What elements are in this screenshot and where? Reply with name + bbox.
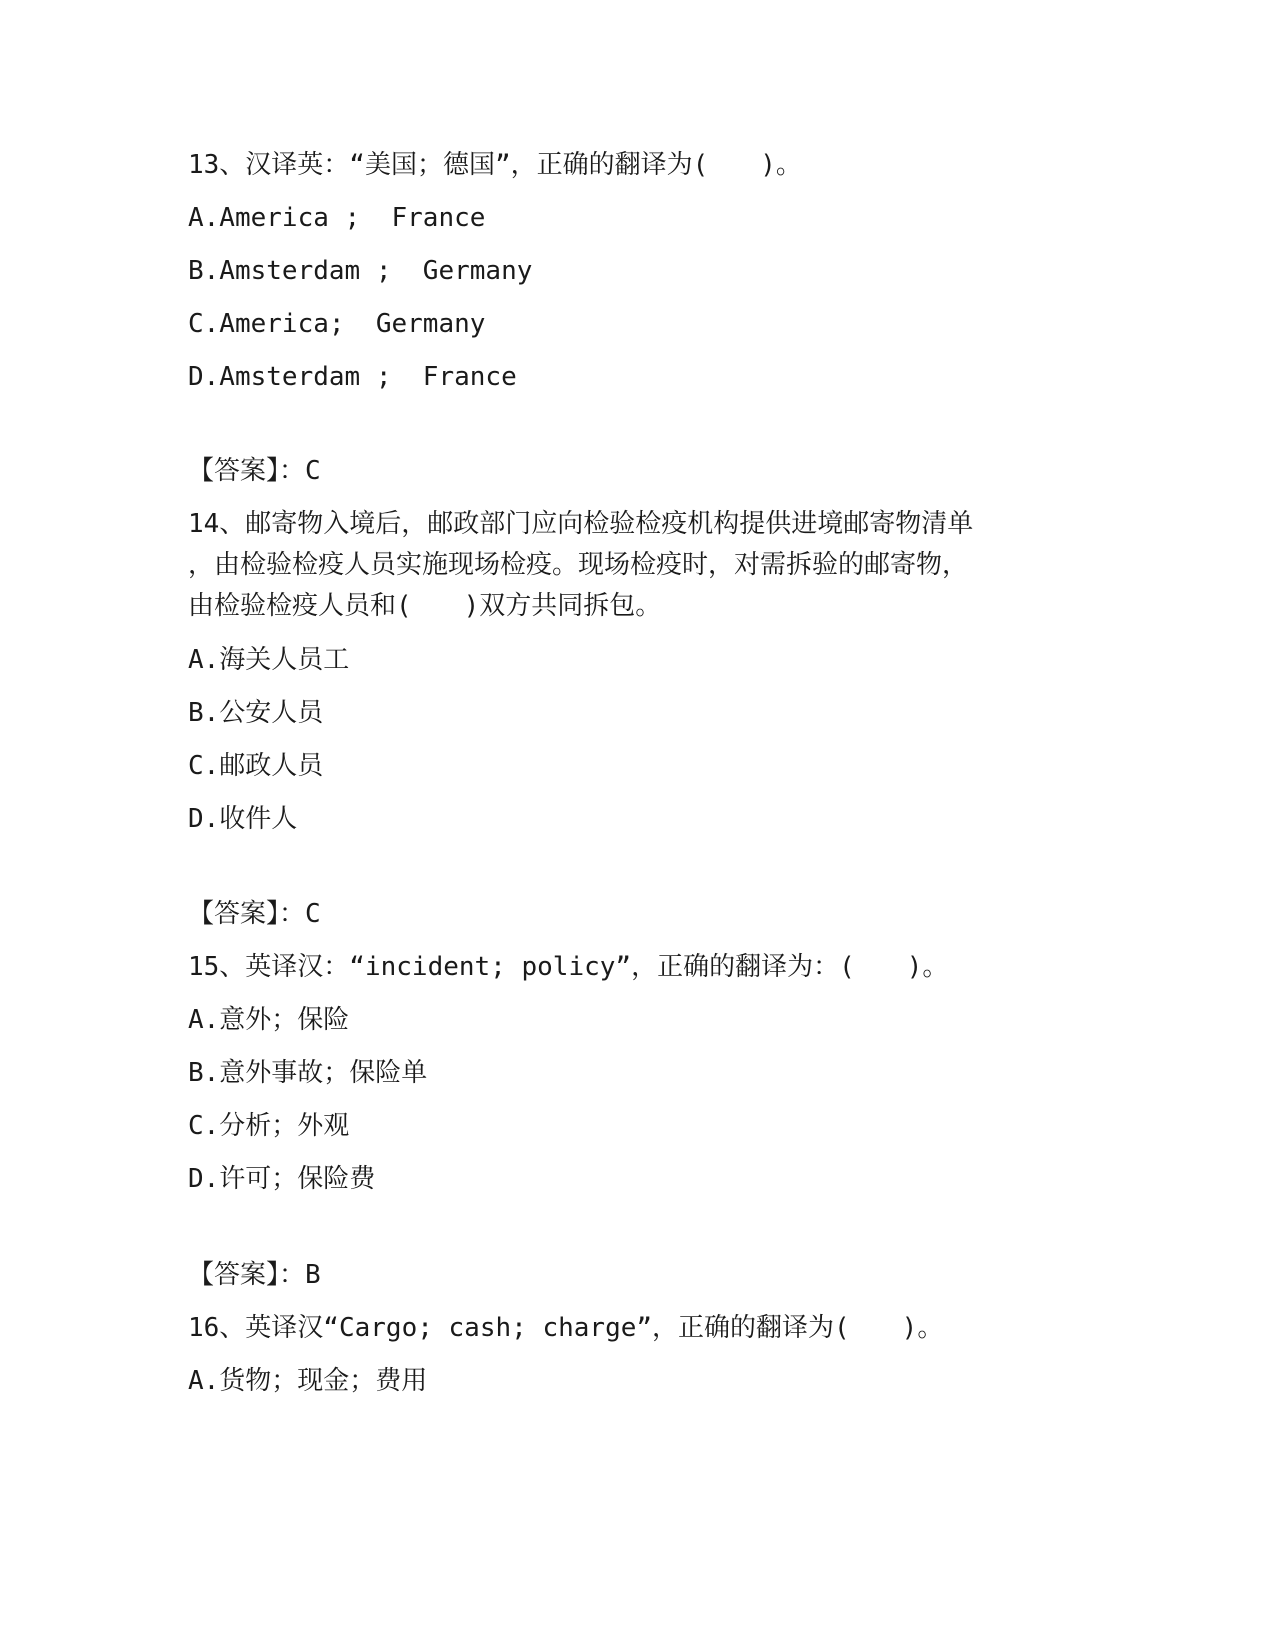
question-15-option-d: D.许可；保险费 <box>188 1164 376 1194</box>
question-16-option-a: A.货物；现金；费用 <box>188 1366 428 1396</box>
question-15-option-b: B.意外事故；保险单 <box>188 1058 428 1088</box>
question-13-option-d: D.Amsterdam ; France <box>188 362 517 392</box>
question-15-option-c: C.分析；外观 <box>188 1111 350 1141</box>
question-15-option-a: A.意外；保险 <box>188 1005 350 1035</box>
question-15-answer: 【答案】：B <box>188 1260 321 1290</box>
question-14-answer: 【答案】：C <box>188 899 321 929</box>
question-14-option-c: C.邮政人员 <box>188 751 324 781</box>
question-14-stem-line-3: 由检验检疫人员和( )双方共同拆包。 <box>188 591 662 621</box>
question-14-stem-line-1: 14、邮寄物入境后，邮政部门应向检验检疫机构提供进境邮寄物清单 <box>188 509 974 539</box>
question-15-stem: 15、英译汉：“incident; policy”，正确的翻译为：( )。 <box>188 952 949 982</box>
question-14-stem-line-2: ，由检验检疫人员实施现场检疫。现场检疫时，对需拆验的邮寄物， <box>188 550 969 580</box>
question-13-option-b: B.Amsterdam ; Germany <box>188 256 533 286</box>
question-14-option-d: D.收件人 <box>188 804 298 834</box>
question-13-stem: 13、汉译英：“美国；德国”，正确的翻译为( )。 <box>188 150 802 180</box>
question-13-option-a: A.America ; France <box>188 203 486 233</box>
question-13-option-c: C.America; Germany <box>188 309 486 339</box>
question-14-option-a: A.海关人员工 <box>188 645 350 675</box>
question-13-answer: 【答案】：C <box>188 456 321 486</box>
question-16-stem: 16、英译汉“Cargo; cash; charge”，正确的翻译为( )。 <box>188 1313 944 1343</box>
question-14-option-b: B.公安人员 <box>188 698 324 728</box>
